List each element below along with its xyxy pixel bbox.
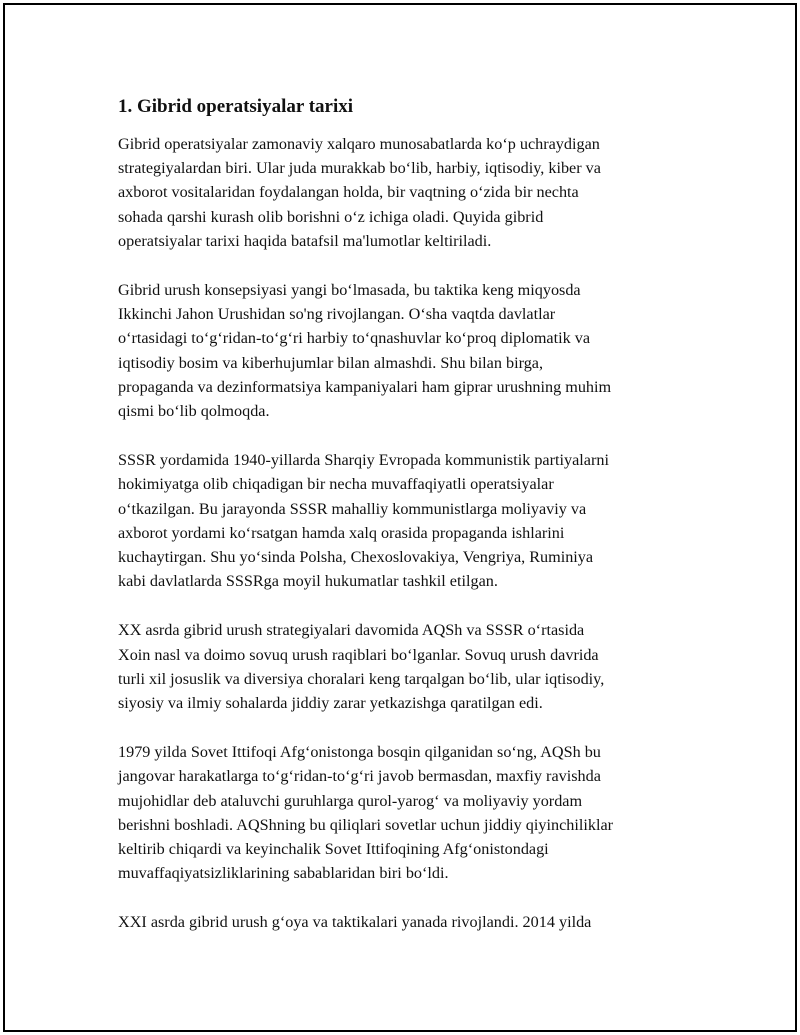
text-line: 1979 yilda Sovet Ittifoqi Afg‘onistonga bosqin qilganidan so‘ng, AQSh bu [118,743,601,762]
text-line: iqtisodiy bosim va kiberhujumlar bilan almashdi. Shu bilan birga, [118,353,544,372]
text-line: operatsiyalar tarixi haqida batafsil ma'lumotlar keltiriladi. [118,231,492,250]
paragraph [118,448,688,593]
text-line: qismi bo‘lib qolmoqda. [118,402,270,421]
document-content [118,94,688,960]
text-line: berishni boshladi. AQShning bu qiliqlari sovetlar uchun jiddiy qiyinchiliklar [118,815,614,834]
text-line: siyosiy va ilmiy sohalarda jiddiy zarar yetkazishga qaratilgan edi. [118,694,543,713]
text-line: propaganda va dezinformatsiya kampaniyalari ham giprar urushning muhim [118,377,612,396]
text-line: mujohidlar deb ataluvchi guruhlarga qurol-yarog‘ va moliyaviy yordam [118,791,583,810]
paragraph [118,618,688,715]
text-line: hokimiyatga olib chiqadigan bir necha muvaffaqiyatli operatsiyalar [118,475,554,494]
paragraph [118,740,688,885]
paragraph [118,910,688,934]
paragraph [118,278,688,423]
text-line: XXI asrda gibrid urush g‘oya va taktikalari yanada rivojlandi. 2014 yilda [118,913,592,932]
text-line: jangovar harakatlarga to‘g‘ridan-to‘g‘ri javob bermasdan, maxfiy ravishda [118,767,601,786]
text-line: keltirib chiqardi va keyinchalik Sovet Ittifoqining Afg‘onistondagi [118,840,549,859]
text-line: Xoin nasl va doimo sovuq urush raqiblari bo‘lganlar. Sovuq urush davrida [118,645,599,664]
text-line: o‘tkazilgan. Bu jarayonda SSSR mahalliy kommunistlarga moliyaviy va [118,499,587,518]
text-line: kuchaytirgan. Shu yo‘sinda Polsha, Chexoslovakiya, Vengriya, Ruminiya [118,548,594,567]
section-heading: 1. Gibrid operatsiyalar tarixi [118,96,354,117]
text-line: o‘rtasidagi to‘g‘ridan-to‘g‘ri harbiy to‘qnashuvlar ko‘proq diplomatik va [118,329,591,348]
text-line: axborot yordami ko‘rsatgan hamda xalq orasida propaganda ishlarini [118,523,565,542]
text-line: strategiyalardan biri. Ular juda murakkab bo‘lib, harbiy, iqtisodiy, kiber va [118,159,601,178]
text-line: XX asrda gibrid urush strategiyalari davomida AQSh va SSSR o‘rtasida [118,621,585,640]
text-line: turli xil josuslik va diversiya choralari keng tarqalgan bo‘lib, ular iqtisodiy, [118,669,605,688]
text-line: Ikkinchi Jahon Urushidan so'ng rivojlangan. O‘sha vaqtda davlatlar [118,305,556,324]
text-line: sohada qarshi kurash olib borishni o‘z ichiga oladi. Quyida gibrid [118,207,544,226]
text-line: kabi davlatlarda SSSRga moyil hukumatlar tashkil etilgan. [118,572,498,591]
text-line: SSSR yordamida 1940-yillarda Sharqiy Evropada kommunistik partiyalarni [118,451,609,470]
text-line: axborot vositalaridan foydalangan holda, bir vaqtning o‘zida bir nechta [118,183,579,202]
paragraphs [118,132,688,935]
text-line: Gibrid urush konsepsiyasi yangi bo‘lmasada, bu taktika keng miqyosda [118,281,581,300]
text-line: muvaffaqiyatsizliklarining sabablaridan biri bo‘ldi. [118,864,449,883]
paragraph [118,132,688,253]
text-line: Gibrid operatsiyalar zamonaviy xalqaro munosabatlarda ko‘p uchraydigan [118,135,600,153]
